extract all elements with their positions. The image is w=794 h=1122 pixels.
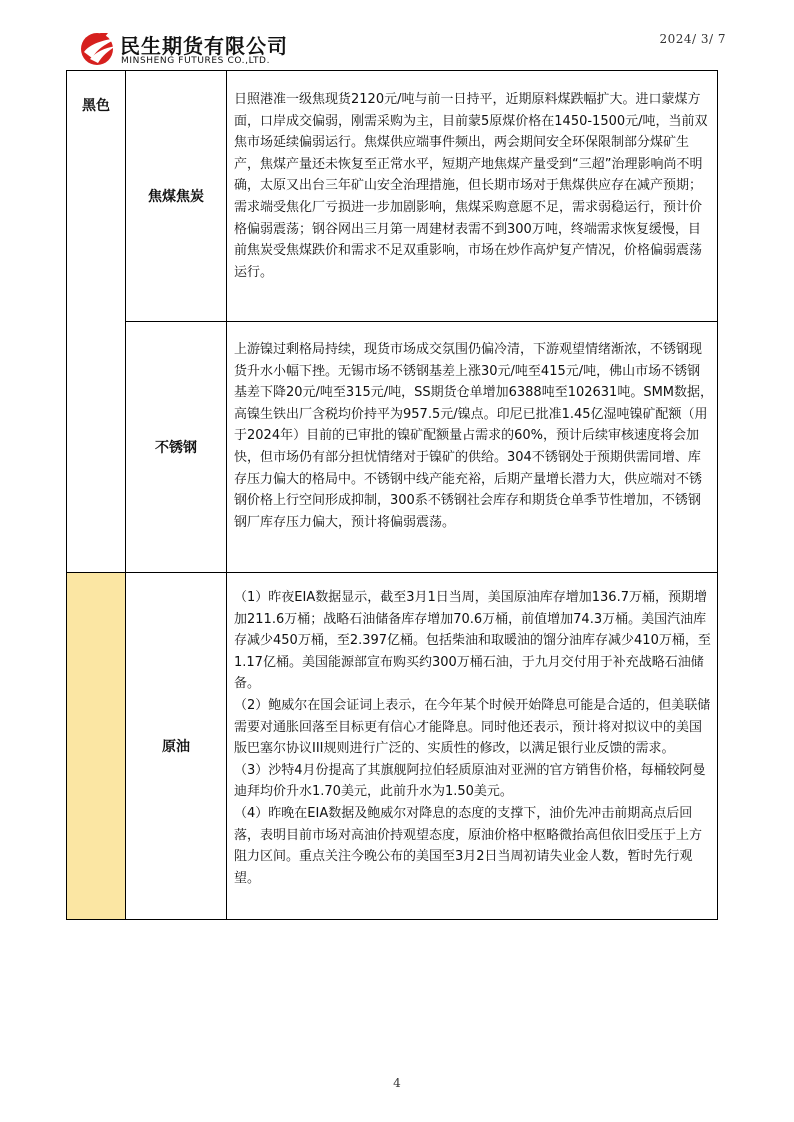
analysis-cell-coking-coal — [227, 71, 718, 322]
analysis-cell-stainless-steel — [227, 322, 718, 573]
sector-cell-black: 黑色 — [67, 71, 126, 573]
page-number: 4 — [393, 1076, 401, 1090]
report-date: 2024/ 3/ 7 — [659, 32, 726, 46]
commodity-report-table — [66, 70, 718, 920]
minsheng-logo-icon — [78, 28, 122, 68]
sector-cell-energy — [67, 573, 126, 920]
table-row — [67, 322, 718, 573]
page-header — [78, 26, 728, 70]
product-cell-stainless-steel: 不锈钢 — [126, 322, 227, 573]
analysis-paragraph: （4）昨晚在EIA数据及鲍威尔对降息的态度的支撑下，油价先冲击前期高点后回落，表明目前市场对高油价持观望态度，原油价格中枢略微抬高但依旧受压于上方阻力区间。重点关注今晚公布的美国至3月2日当周初请失业金人数，暂时先行观望。 — [234, 805, 703, 886]
product-cell-crude-oil: 原油 — [126, 573, 227, 920]
table-row — [67, 71, 718, 322]
analysis-paragraph: 日照港准一级焦现货2120元/吨与前一日持平，近期原料煤跌幅扩大。进口蒙煤方面，口岸成交偏弱，刚需采购为主，目前蒙5原煤价格在1450-1500元/吨，当前双焦市场延续偏弱运行。焦煤供应端事件频出，两会期间安全环保限制部分煤矿生产，焦煤产量还未恢复至正常水平，短期产地焦煤产量受到“三超”治理影响尚不明确，太原又出台三年矿山安全治理措施，但长期市场对于焦煤供应存在减产预期；需求端受焦化厂亏损进一步加剧影响，焦煤采购意愿不足，需求弱稳运行，预计价格偏弱震荡；钢谷网出三月第一周建材表需不到300万吨，终端需求恢复缓慢，目前焦炭受焦煤跌价和需求不足双重影响，市场在炒作高炉复产情况，价格偏弱震荡运行。 — [234, 92, 708, 280]
analysis-paragraph: （1）昨夜EIA数据显示，截至3月1日当周，美国原油库存增加136.7万桶，预期增加211.6万桶；战略石油储备库存增加70.6万桶，前值增加74.3万桶。美国汽油库存减少450万桶，至2.397亿桶。包括柴油和取暖油的馏分油库存减少410万桶，至1.17亿桶。美国能源部宣布购买约300万桶石油，于九月交付用于补充战略石油储备。 — [234, 590, 711, 692]
product-cell-coking-coal: 焦煤焦炭 — [126, 71, 227, 322]
brand-name-en: MINSHENG FUTURES CO.,LTD. — [121, 56, 271, 66]
table-row — [67, 573, 718, 920]
analysis-paragraph: 上游镍过剩格局持续，现货市场成交氛围仍偏冷清，下游观望情绪渐浓，不锈钢现货升水小幅下挫。无锡市场不锈钢基差上涨30元/吨至415元/吨，佛山市场不锈钢基差下降20元/吨至315元/吨，SS期货仓单增加6388吨至102631吨。SMM数据，高镍生铁出厂含税均价持平为957.5元/镍点。印尼已批准1.45亿湿吨镍矿配额（用于2024年）目前的已审批的镍矿配额量占需求的60%，预计后续审核速度将会加快，但市场仍有部分担忧情绪对于镍矿的供给。304不锈钢处于预期供需同增、库存压力偏大的格局中。不锈钢中线产能充裕，后期产量增长潜力大，供应端对不锈钢价格上行空间形成抑制，300系不锈钢社会库存和期货仓单季节性增加，不锈钢钢厂库存压力偏大，预计将偏弱震荡。 — [234, 342, 714, 530]
brand-name-cn: 民生期货有限公司 — [120, 34, 288, 58]
analysis-paragraph: （2）鲍威尔在国会证词上表示，在今年某个时候开始降息可能是合适的，但美联储需要对通胀回落至目标更有信心才能降息。同时他还表示，预计将对拟议中的美国版巴塞尔协议III规则进行广泛的、实质性的修改，以满足银行业反馈的需求。 — [234, 697, 711, 757]
analysis-paragraph: （3）沙特4月份提高了其旗舰阿拉伯轻质原油对亚洲的官方销售价格，每桶较阿曼迪拜均价升水1.70美元，此前升水为1.50美元。 — [234, 762, 706, 800]
analysis-cell-crude-oil — [227, 573, 718, 920]
